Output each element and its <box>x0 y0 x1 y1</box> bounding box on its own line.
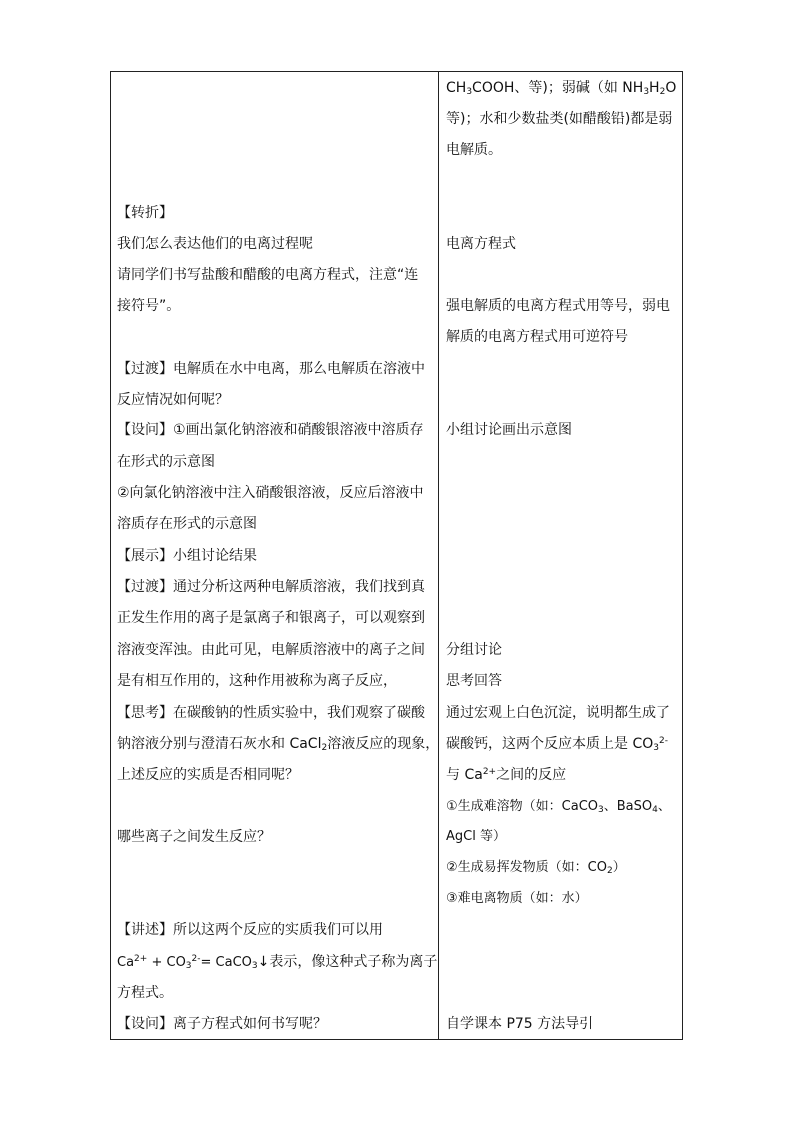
left-trans2-3: 溶液变浑浊。由此可见，电解质溶液中的离子之间 <box>117 642 425 658</box>
left-turn-2: 请同学们书写盐酸和醋酸的电离方程式，注意“连 <box>117 267 419 283</box>
left-trans2-2: 正发生作用的离子是氯离子和银离子，可以观察到 <box>117 610 425 626</box>
left-lecture-2: $Ca^{2+} + CO_3^{2-}=$ CaCO$_3$↓表示，像这种式子称为离子 <box>117 954 438 971</box>
right-ionization-eq: 电离方程式 <box>446 236 516 252</box>
right-line-1: $CH_3COOH$、等)；弱碱（如 $NH_3H_2O$ <box>446 80 677 97</box>
right-condition-3: ③难电离物质（如：水） <box>446 891 588 906</box>
right-condition-2: ②生成易挥发物质（如：$CO_2$） <box>446 860 626 876</box>
left-think-3: 上述反应的实质是否相同呢？ <box>117 767 299 783</box>
left-trans1-2: 反应情况如何呢？ <box>117 392 229 408</box>
left-trans2-1: 【过渡】通过分析这两种电解质溶液，我们找到真 <box>117 579 425 595</box>
right-strong-weak-2: 解质的电离方程式用可逆符号 <box>446 329 628 345</box>
right-group-draw: 小组讨论画出示意图 <box>446 422 572 438</box>
right-macro-1: 通过宏观上白色沉淀，说明都生成了 <box>446 705 670 721</box>
right-self-study: 自学课本 P75 方法导引 <box>446 1016 594 1032</box>
left-ask2: 【设问】离子方程式如何书写呢？ <box>117 1016 327 1032</box>
right-line-2: 等)；水和少数盐类(如醋酸铅)都是弱 <box>446 111 673 127</box>
right-think-answer: 思考回答 <box>446 673 502 689</box>
left-lecture-1: 【讲述】所以这两个反应的实质我们可以用 <box>117 922 383 938</box>
left-think-2: 钠溶液分别与澄清石灰水和 CaCl$_2$溶液反应的现象， <box>117 736 440 753</box>
right-group-discuss: 分组讨论 <box>446 642 502 658</box>
left-which-ions: 哪些离子之间发生反应？ <box>117 829 271 845</box>
left-think-1: 【思考】在碳酸钠的性质实验中，我们观察了碳酸 <box>117 705 425 721</box>
left-turn-1: 我们怎么表达他们的电离过程呢 <box>117 236 313 252</box>
left-ask1-3: ②向氯化钠溶液中注入硝酸银溶液，反应后溶液中 <box>117 485 424 501</box>
left-lecture-3: 方程式。 <box>117 985 173 1001</box>
left-trans2-4: 是有相互作用的，这种作用被称为离子反应， <box>117 673 397 689</box>
right-condition-1: ①生成难溶物（如：CaCO$_3$、BaSO$_4$、 <box>446 799 671 815</box>
right-macro-2: 碳酸钙，这两个反应本质上是 $CO_3^{2-}$ <box>446 736 668 753</box>
left-turn-label: 【转折】 <box>117 205 173 221</box>
right-macro-3: 与 $Ca^{2+}$之间的反应 <box>446 767 567 783</box>
column-divider <box>438 71 439 1040</box>
left-trans1-1: 【过渡】电解质在水中电离，那么电解质在溶液中 <box>117 361 425 377</box>
left-turn-3: 接符号”。 <box>117 298 181 314</box>
left-ask1-4: 溶质存在形式的示意图 <box>117 516 257 532</box>
left-ask1-2: 在形式的示意图 <box>117 454 215 470</box>
left-show: 【展示】小组讨论结果 <box>117 548 257 564</box>
right-condition-1-cont: AgCl 等） <box>446 829 506 844</box>
left-ask1-1: 【设问】①画出氯化钠溶液和硝酸银溶液中溶质存 <box>117 422 424 438</box>
right-strong-weak-1: 强电解质的电离方程式用等号，弱电 <box>446 298 670 314</box>
right-line-3: 电解质。 <box>446 142 502 158</box>
